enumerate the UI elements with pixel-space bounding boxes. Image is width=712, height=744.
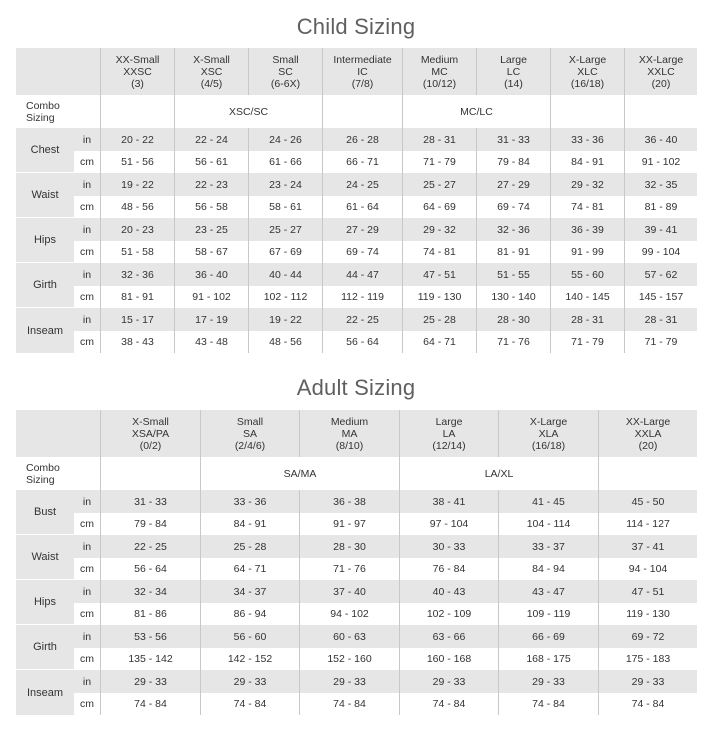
table-cell: 37 - 40 (299, 580, 399, 603)
table-cell: 102 - 109 (399, 603, 498, 625)
size-header: Medium MC (10/12) (402, 48, 476, 95)
table-cell: 84 - 91 (550, 151, 624, 173)
size-header: XX-Small XXSC (3) (100, 48, 174, 95)
table-cell: 29 - 33 (200, 670, 299, 693)
size-header: Intermediate IC (7/8) (322, 48, 402, 95)
table-cell: 57 - 62 (624, 263, 697, 286)
measure-label-bust: Bust (16, 490, 74, 535)
table-cell: 44 - 47 (322, 263, 402, 286)
table-cell: 61 - 64 (322, 196, 402, 218)
table-cell: 60 - 63 (299, 625, 399, 648)
table-cell: 84 - 91 (200, 513, 299, 535)
table-cell: 56 - 64 (100, 558, 200, 580)
table-cell: 32 - 35 (624, 173, 697, 196)
table-cell: 32 - 36 (100, 263, 174, 286)
unit-cm: cm (74, 196, 100, 218)
table-cell: 74 - 84 (598, 693, 697, 715)
table-cell: 34 - 37 (200, 580, 299, 603)
table-cell: 23 - 25 (174, 218, 248, 241)
table-cell: 79 - 84 (476, 151, 550, 173)
unit-in: in (74, 625, 100, 648)
size-header: Small SA (2/4/6) (200, 410, 299, 457)
table-cell: 48 - 56 (100, 196, 174, 218)
table-cell: 28 - 31 (402, 128, 476, 151)
table-cell: 33 - 37 (498, 535, 598, 558)
table-cell: 29 - 33 (399, 670, 498, 693)
table-cell: 86 - 94 (200, 603, 299, 625)
unit-in: in (74, 535, 100, 558)
unit-in: in (74, 173, 100, 196)
table-cell: 29 - 32 (550, 173, 624, 196)
table-cell: 69 - 72 (598, 625, 697, 648)
unit-cm: cm (74, 603, 100, 625)
table-cell: 81 - 89 (624, 196, 697, 218)
combo-empty (624, 95, 697, 128)
table-cell: 81 - 86 (100, 603, 200, 625)
unit-in: in (74, 580, 100, 603)
table-cell: 71 - 79 (402, 151, 476, 173)
table-cell: 32 - 36 (476, 218, 550, 241)
table-cell: 91 - 102 (624, 151, 697, 173)
table-cell: 29 - 33 (299, 670, 399, 693)
table-cell: 36 - 38 (299, 490, 399, 513)
unit-cm: cm (74, 151, 100, 173)
adult-sizing-title: Adult Sizing (296, 375, 416, 400)
table-cell: 71 - 79 (550, 331, 624, 353)
table-cell: 36 - 40 (174, 263, 248, 286)
measure-label-girth: Girth (16, 625, 74, 670)
table-cell: 19 - 22 (248, 308, 322, 331)
table-cell: 66 - 69 (498, 625, 598, 648)
unit-cm: cm (74, 558, 100, 580)
table-cell: 36 - 39 (550, 218, 624, 241)
table-cell: 25 - 27 (402, 173, 476, 196)
table-cell: 45 - 50 (598, 490, 697, 513)
table-cell: 24 - 25 (322, 173, 402, 196)
table-cell: 74 - 84 (200, 693, 299, 715)
table-cell: 36 - 40 (624, 128, 697, 151)
table-cell: 69 - 74 (476, 196, 550, 218)
table-cell: 23 - 24 (248, 173, 322, 196)
table-cell: 142 - 152 (200, 648, 299, 670)
table-cell: 55 - 60 (550, 263, 624, 286)
table-cell: 91 - 102 (174, 286, 248, 308)
table-cell: 51 - 58 (100, 241, 174, 263)
unit-cm: cm (74, 286, 100, 308)
measure-label-waist: Waist (16, 535, 74, 580)
size-header: Small SC (6-6X) (248, 48, 322, 95)
table-cell: 26 - 28 (322, 128, 402, 151)
table-cell: 28 - 31 (624, 308, 697, 331)
size-header: X-Small XSA/PA (0/2) (100, 410, 200, 457)
table-cell: 58 - 67 (174, 241, 248, 263)
table-cell: 30 - 33 (399, 535, 498, 558)
table-cell: 48 - 56 (248, 331, 322, 353)
size-header: X-Small XSC (4/5) (174, 48, 248, 95)
table-cell: 22 - 23 (174, 173, 248, 196)
table-cell: 43 - 47 (498, 580, 598, 603)
table-cell: 79 - 84 (100, 513, 200, 535)
combo-empty (550, 95, 624, 128)
table-cell: 168 - 175 (498, 648, 598, 670)
table-cell: 61 - 66 (248, 151, 322, 173)
unit-in: in (74, 263, 100, 286)
combo-empty (598, 457, 697, 490)
size-header: X-Large XLC (16/18) (550, 48, 624, 95)
table-cell: 24 - 26 (248, 128, 322, 151)
table-cell: 119 - 130 (598, 603, 697, 625)
table-cell: 22 - 25 (322, 308, 402, 331)
table-cell: 69 - 74 (322, 241, 402, 263)
table-cell: 140 - 145 (550, 286, 624, 308)
unit-in: in (74, 308, 100, 331)
table-cell: 31 - 33 (100, 490, 200, 513)
table-cell: 47 - 51 (598, 580, 697, 603)
size-header: XX-Large XXLC (20) (624, 48, 697, 95)
table-cell: 29 - 32 (402, 218, 476, 241)
table-cell: 32 - 34 (100, 580, 200, 603)
table-cell: 40 - 43 (399, 580, 498, 603)
table-cell: 56 - 60 (200, 625, 299, 648)
table-cell: 31 - 33 (476, 128, 550, 151)
table-cell: 63 - 66 (399, 625, 498, 648)
table-cell: 99 - 104 (624, 241, 697, 263)
table-cell: 51 - 56 (100, 151, 174, 173)
table-cell: 64 - 71 (200, 558, 299, 580)
table-cell: 160 - 168 (399, 648, 498, 670)
table-cell: 56 - 58 (174, 196, 248, 218)
table-cell: 104 - 114 (498, 513, 598, 535)
table-cell: 56 - 64 (322, 331, 402, 353)
table-cell: 25 - 27 (248, 218, 322, 241)
table-cell: 91 - 97 (299, 513, 399, 535)
measure-label-inseam: Inseam (16, 670, 74, 715)
table-cell: 22 - 25 (100, 535, 200, 558)
size-header: XX-Large XXLA (20) (598, 410, 697, 457)
measure-label-waist: Waist (16, 173, 74, 218)
unit-in: in (74, 670, 100, 693)
table-cell: 152 - 160 (299, 648, 399, 670)
table-cell: 38 - 43 (100, 331, 174, 353)
table-cell: 20 - 22 (100, 128, 174, 151)
table-cell: 74 - 84 (100, 693, 200, 715)
table-cell: 66 - 71 (322, 151, 402, 173)
table-cell: 20 - 23 (100, 218, 174, 241)
table-cell: 67 - 69 (248, 241, 322, 263)
table-cell: 64 - 69 (402, 196, 476, 218)
combo-empty (100, 95, 174, 128)
table-cell: 43 - 48 (174, 331, 248, 353)
table-cell: 102 - 112 (248, 286, 322, 308)
table-cell: 15 - 17 (100, 308, 174, 331)
table-cell: 22 - 24 (174, 128, 248, 151)
table-cell: 74 - 84 (299, 693, 399, 715)
table-cell: 81 - 91 (100, 286, 174, 308)
unit-cm: cm (74, 513, 100, 535)
size-header: Large LA (12/14) (399, 410, 498, 457)
combo-empty (322, 95, 402, 128)
table-cell: 71 - 76 (299, 558, 399, 580)
measure-label-hips: Hips (16, 218, 74, 263)
table-cell: 38 - 41 (399, 490, 498, 513)
table-cell: 135 - 142 (100, 648, 200, 670)
header-corner (16, 48, 100, 95)
table-cell: 19 - 22 (100, 173, 174, 196)
table-cell: 33 - 36 (200, 490, 299, 513)
table-cell: 71 - 76 (476, 331, 550, 353)
unit-in: in (74, 128, 100, 151)
table-cell: 94 - 104 (598, 558, 697, 580)
table-cell: 51 - 55 (476, 263, 550, 286)
adult-sizing-table (16, 410, 697, 715)
table-cell: 29 - 33 (100, 670, 200, 693)
unit-cm: cm (74, 693, 100, 715)
table-cell: 47 - 51 (402, 263, 476, 286)
unit-in: in (74, 490, 100, 513)
table-cell: 29 - 33 (498, 670, 598, 693)
measure-label-girth: Girth (16, 263, 74, 308)
table-cell: 17 - 19 (174, 308, 248, 331)
table-cell: 119 - 130 (402, 286, 476, 308)
table-cell: 28 - 30 (476, 308, 550, 331)
combo-la-xl: LA/XL (399, 457, 598, 490)
table-cell: 27 - 29 (476, 173, 550, 196)
table-cell: 41 - 45 (498, 490, 598, 513)
table-cell: 39 - 41 (624, 218, 697, 241)
size-header: Large LC (14) (476, 48, 550, 95)
table-cell: 97 - 104 (399, 513, 498, 535)
unit-cm: cm (74, 331, 100, 353)
measure-label-hips: Hips (16, 580, 74, 625)
combo-sizing-label: Combo Sizing (16, 95, 100, 128)
table-cell: 74 - 84 (399, 693, 498, 715)
combo-sizing-label: Combo Sizing (16, 457, 100, 490)
table-cell: 56 - 61 (174, 151, 248, 173)
table-cell: 74 - 81 (402, 241, 476, 263)
table-cell: 58 - 61 (248, 196, 322, 218)
table-cell: 33 - 36 (550, 128, 624, 151)
table-cell: 29 - 33 (598, 670, 697, 693)
table-cell: 25 - 28 (200, 535, 299, 558)
size-header: Medium MA (8/10) (299, 410, 399, 457)
table-cell: 53 - 56 (100, 625, 200, 648)
table-cell: 74 - 84 (498, 693, 598, 715)
header-corner (16, 410, 100, 457)
measure-label-chest: Chest (16, 128, 74, 173)
table-cell: 28 - 30 (299, 535, 399, 558)
combo-sa-ma: SA/MA (200, 457, 399, 490)
table-cell: 114 - 127 (598, 513, 697, 535)
table-cell: 112 - 119 (322, 286, 402, 308)
combo-xsc-sc: XSC/SC (174, 95, 322, 128)
table-cell: 28 - 31 (550, 308, 624, 331)
table-cell: 37 - 41 (598, 535, 697, 558)
table-cell: 76 - 84 (399, 558, 498, 580)
table-cell: 71 - 79 (624, 331, 697, 353)
table-cell: 40 - 44 (248, 263, 322, 286)
table-cell: 74 - 81 (550, 196, 624, 218)
table-cell: 175 - 183 (598, 648, 697, 670)
table-cell: 91 - 99 (550, 241, 624, 263)
table-cell: 109 - 119 (498, 603, 598, 625)
table-cell: 27 - 29 (322, 218, 402, 241)
child-sizing-table (16, 48, 697, 353)
child-sizing-title: Child Sizing (296, 14, 416, 39)
unit-cm: cm (74, 241, 100, 263)
size-header: X-Large XLA (16/18) (498, 410, 598, 457)
table-cell: 81 - 91 (476, 241, 550, 263)
table-cell: 94 - 102 (299, 603, 399, 625)
table-cell: 84 - 94 (498, 558, 598, 580)
measure-label-inseam: Inseam (16, 308, 74, 353)
table-cell: 145 - 157 (624, 286, 697, 308)
combo-empty (100, 457, 200, 490)
unit-cm: cm (74, 648, 100, 670)
table-cell: 130 - 140 (476, 286, 550, 308)
table-cell: 64 - 71 (402, 331, 476, 353)
unit-in: in (74, 218, 100, 241)
combo-mc-lc: MC/LC (402, 95, 550, 128)
table-cell: 25 - 28 (402, 308, 476, 331)
